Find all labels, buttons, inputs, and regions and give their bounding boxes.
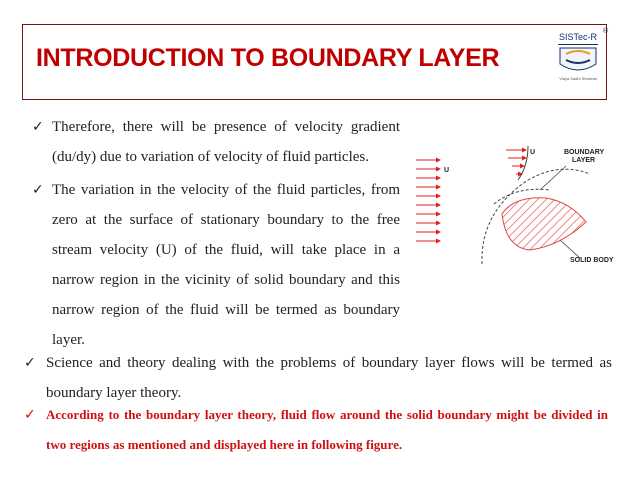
label-u-top: U [530, 149, 536, 156]
checkmark-icon: ✓ [24, 355, 36, 371]
bullet-3: Science and theory dealing with the problems of boundary layer flows will be termed as boundary layer theory. [46, 355, 612, 401]
checkmark-icon: ✓ [32, 119, 44, 135]
freestream-arrows [416, 160, 440, 241]
logo-text: SISTec-R [558, 30, 598, 45]
checkmark-icon: ✓ [24, 407, 36, 423]
logo-emblem-icon [556, 44, 602, 78]
label-solid-body: SOLID BODY [570, 257, 614, 264]
solid-body-shape [502, 198, 586, 250]
boundary-layer-figure [410, 140, 630, 278]
bullet-2: The variation in the velocity of the fluid particles, from zero at the surface of stationary boundary to the free stream velocity (U) of the fluid, will take place in a narrow region in the vicinity of solid boundary and this narrow region of the fluid will be termed as boundary layer. [52, 182, 400, 348]
logo-registered-mark: ® [603, 28, 609, 35]
velocity-profile-arrows [506, 146, 528, 180]
bullet-4: According to the boundary layer theory, fluid flow around the solid boundary might be divided in two regions as mentioned and displayed here in following figure. [46, 407, 608, 452]
bullet-1: Therefore, there will be presence of velocity gradient (du/dy) due to variation of velocity of fluid particles. [52, 119, 400, 165]
label-boundary-layer-2: LAYER [572, 157, 596, 164]
label-u-left: U [444, 167, 450, 174]
label-boundary-layer: BOUNDARY [564, 149, 605, 156]
sistec-logo [556, 28, 609, 92]
slide-title: INTRODUCTION TO BOUNDARY LAYER [36, 44, 500, 72]
checkmark-icon: ✓ [32, 182, 44, 198]
logo-tagline: Vidya Sadhi Sharmat [559, 76, 597, 81]
